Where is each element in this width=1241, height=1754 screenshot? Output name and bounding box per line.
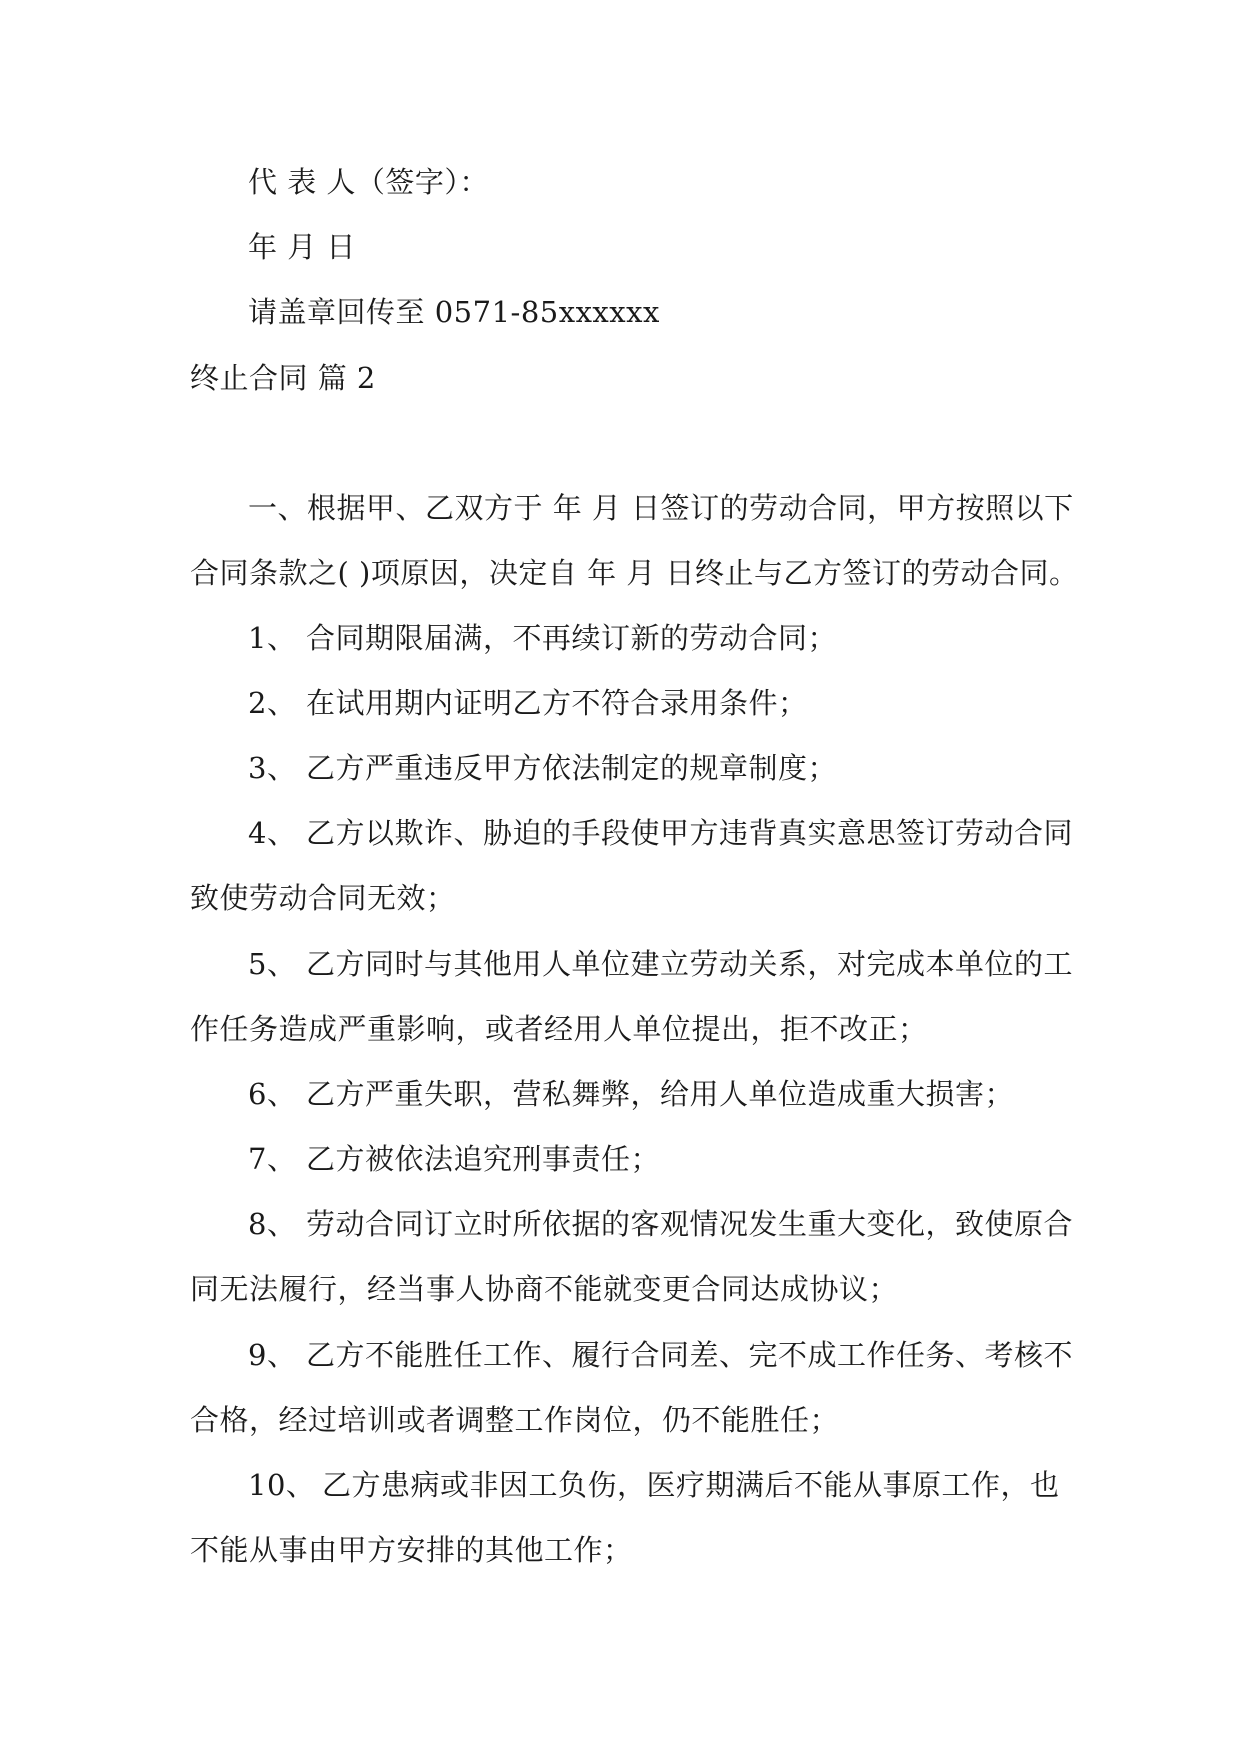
signature-date-line: 年 月 日 <box>248 230 356 264</box>
representative-signature-line: 代 表 人（签字）： <box>248 165 489 199</box>
list-item-text: 合同期限届满，不再续订新的劳动合同； <box>306 621 838 655</box>
list-item-continuation: 同无法履行，经当事人协商不能就变更合同达成协议； <box>190 1272 899 1306</box>
intro-paragraph-line-1: 一、根据甲、乙双方于 年 月 日签订的劳动合同，甲方按照以下 <box>248 491 1074 525</box>
list-item-number: 3、 <box>248 751 297 785</box>
list-item <box>248 944 1073 984</box>
list-item-text: 乙方严重违反甲方依法制定的规章制度； <box>306 751 838 785</box>
list-item <box>248 618 837 658</box>
list-item-text: 在试用期内证明乙方不符合录用条件； <box>306 686 808 720</box>
list-item-continuation: 作任务造成严重影响，或者经用人单位提出，拒不改正； <box>190 1012 928 1046</box>
list-item <box>248 1074 1014 1114</box>
list-item-number: 8、 <box>248 1207 297 1241</box>
list-item-continuation: 致使劳动合同无效； <box>190 881 456 915</box>
list-item-continuation: 合格，经过培训或者调整工作岗位，仍不能胜任； <box>190 1403 840 1437</box>
list-item <box>248 1139 660 1179</box>
list-item-number: 2、 <box>248 686 297 720</box>
list-item <box>248 748 837 788</box>
list-item <box>248 1465 1060 1505</box>
list-item-text: 乙方患病或非因工负伤，医疗期满后不能从事原工作，也 <box>322 1468 1060 1502</box>
list-item <box>248 683 808 723</box>
list-item-continuation: 不能从事由甲方安排的其他工作； <box>190 1533 633 1567</box>
list-item-text: 乙方严重失职，营私舞弊，给用人单位造成重大损害； <box>306 1077 1015 1111</box>
list-item-number: 5、 <box>248 947 297 981</box>
list-item-number: 9、 <box>248 1338 297 1372</box>
list-item-number: 10、 <box>248 1468 316 1502</box>
list-item-number: 4、 <box>248 816 297 850</box>
intro-paragraph-line-2: 合同条款之( )项原因，决定自 年 月 日终止与乙方签订的劳动合同。 <box>190 556 1079 590</box>
fax-return-note: 请盖章回传至 0571-85xxxxxx <box>248 295 660 329</box>
section-title: 终止合同 篇 2 <box>190 361 376 395</box>
list-item-number: 1、 <box>248 621 297 655</box>
list-item-number: 6、 <box>248 1077 297 1111</box>
list-item-number: 7、 <box>248 1142 297 1176</box>
list-item <box>248 813 1073 853</box>
list-item <box>248 1204 1073 1244</box>
list-item-text: 劳动合同订立时所依据的客观情况发生重大变化，致使原合 <box>306 1207 1074 1241</box>
list-item-text: 乙方以欺诈、胁迫的手段使甲方违背真实意思签订劳动合同 <box>306 816 1074 850</box>
list-item <box>248 1335 1073 1375</box>
list-item-text: 乙方被依法追究刑事责任； <box>306 1142 661 1176</box>
list-item-text: 乙方不能胜任工作、履行合同差、完不成工作任务、考核不 <box>306 1338 1074 1372</box>
list-item-text: 乙方同时与其他用人单位建立劳动关系，对完成本单位的工 <box>306 947 1074 981</box>
